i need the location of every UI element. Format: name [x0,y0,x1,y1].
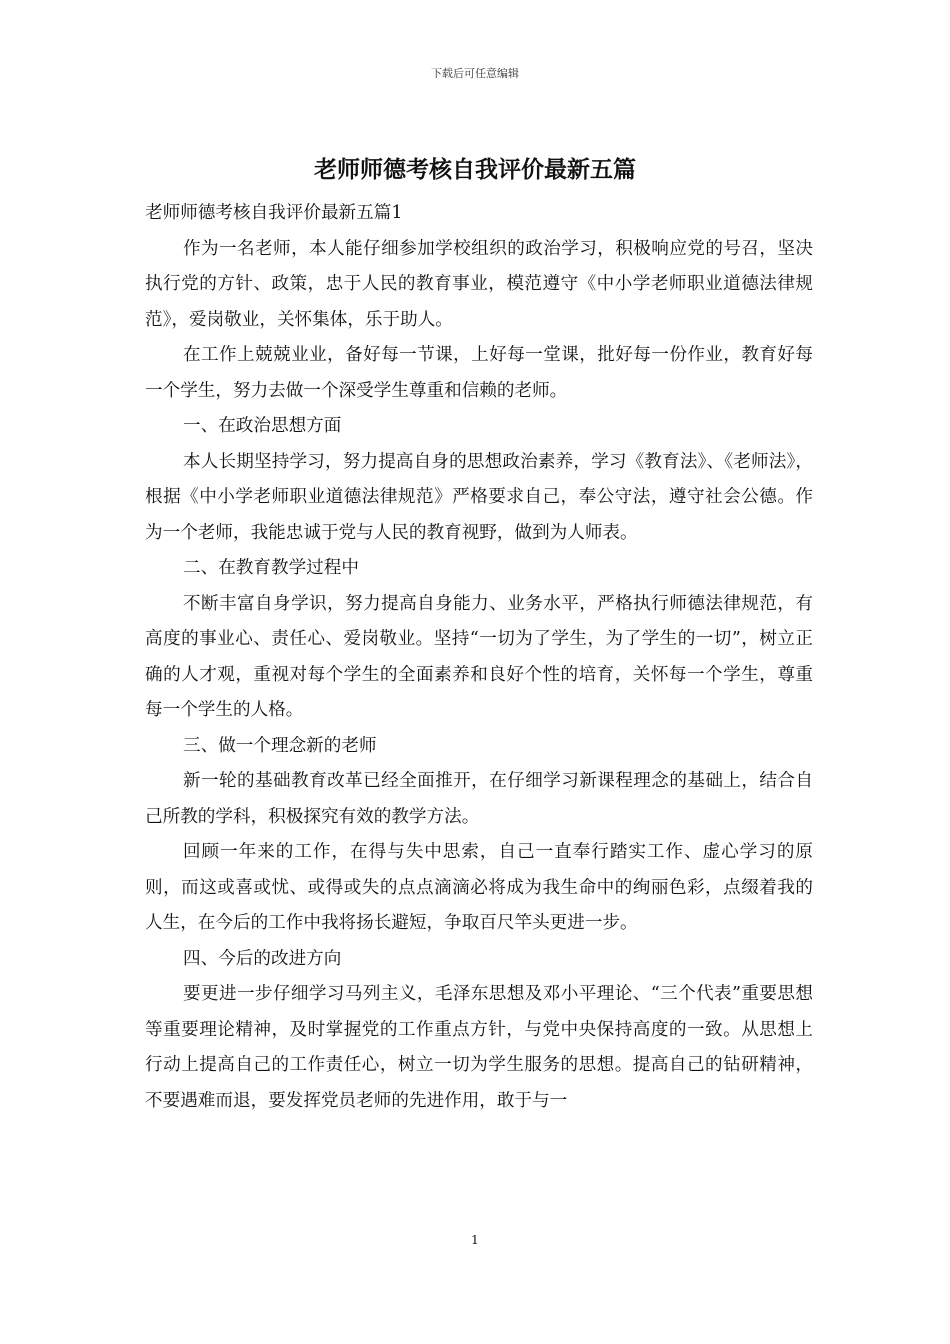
paragraph: 回顾一年来的工作，在得与失中思索，自己一直奉行踏实工作、虚心学习的原则，而这或喜或忧、或得或失的点点滴滴必将成为我生命中的绚丽色彩，点缀着我的人生，在今后的工作中我将扬长避短，争取百尺竿头更进一步。 [145,842,813,933]
header-note: 下载后可任意编辑 [431,67,519,80]
section-heading: 一、在政治思想方面 [183,416,342,436]
paragraph: 在工作上兢兢业业，备好每一节课，上好每一堂课，批好每一份作业，教育好每一个学生，努力去做一个深受学生尊重和信赖的老师。 [145,345,813,401]
section-heading: 四、今后的改进方向 [183,948,342,969]
section-heading: 三、做一个理念新的老师 [183,735,377,756]
paragraph: 不断丰富自身学识，努力提高自身能力、业务水平，严格执行师德法律规范，有高度的事业心、责任心、爱岗敬业。坚持“一切为了学生，为了学生的一切”，树立正确的人才观，重视对每个学生的全面素养和良好个性的培育，关怀每一个学生，尊重每一个学生的人格。 [145,593,813,720]
section-heading: 二、在教育教学过程中 [183,558,359,578]
paragraph: 要更进一步仔细学习马列主义，毛泽东思想及邓小平理论、“三个代表”重要思想等重要理论精神，及时掌握党的工作重点方针，与党中央保持高度的一致。从思想上行动上提高自己的工作责任心，树立一切为学生服务的思想。提高自己的钻研精神，不要遇难而退，要发挥党员老师的先进作用，敢于与一 [145,984,813,1111]
document-subtitle: 老师师德考核自我评价最新五篇1 [145,203,403,223]
paragraph: 新一轮的基础教育改革已经全面推开，在仔细学习新课程理念的基础上，结合自己所教的学科，积极探究有效的教学方法。 [145,771,813,827]
paragraph: 作为一名老师，本人能仔细参加学校组织的政治学习，积极响应党的号召，坚决执行党的方针、政策，忠于人民的教育事业，模范遵守《中小学老师职业道德法律规范》，爱岗敬业，关怀集体，乐于助人。 [145,238,813,330]
document-body [145,196,813,1119]
document-title: 老师师德考核自我评价最新五篇 [314,156,636,183]
paragraph: 本人长期坚持学习，努力提高自身的思想政治素养，学习《教育法》、《老师法》，根据《中小学老师职业道德法律规范》严格要求自己，奉公守法，遵守社会公德。作为一个老师，我能忠诚于党与人民的教育视野，做到为人师表。 [145,451,813,543]
page-number: 1 [471,1233,479,1247]
